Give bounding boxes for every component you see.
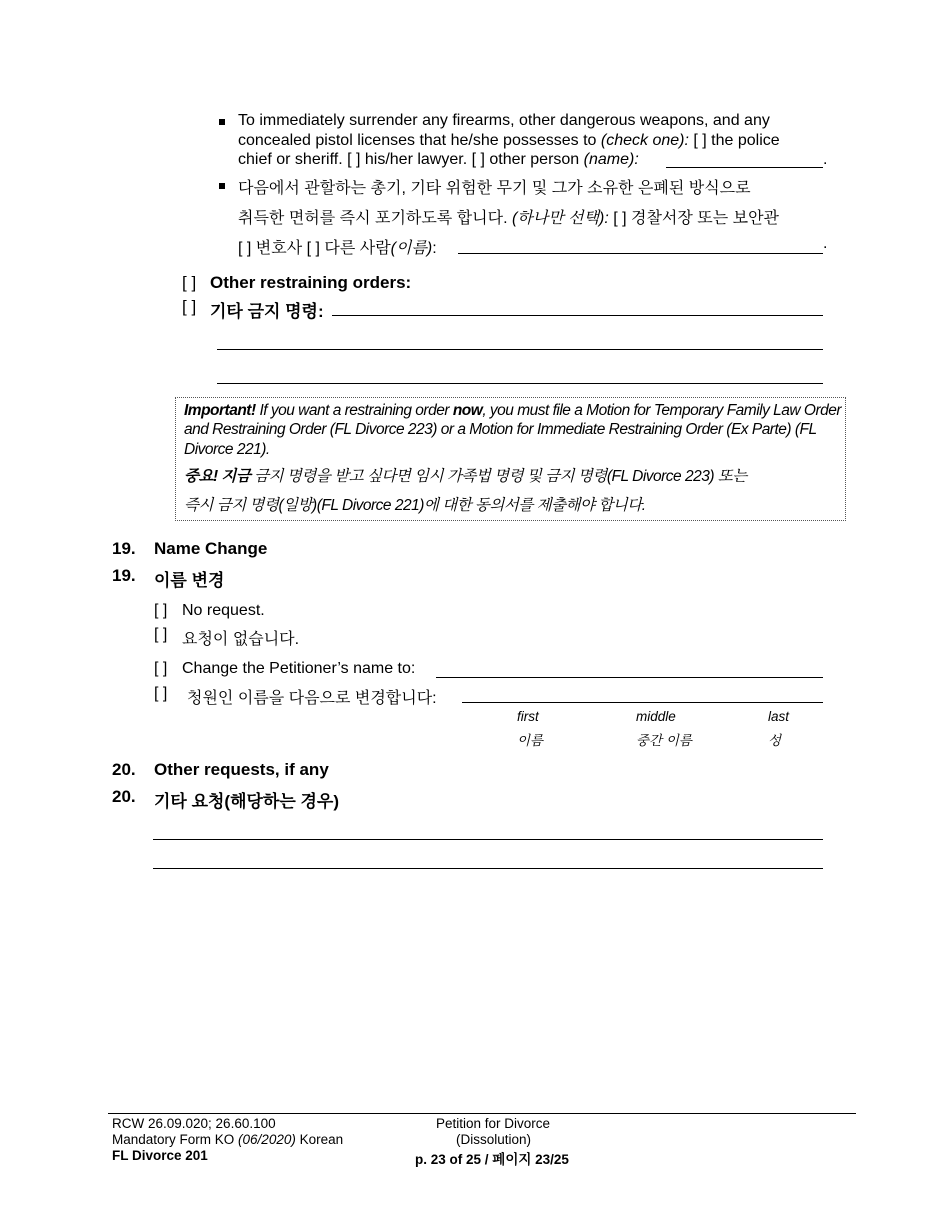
important-ko-line2: 즉시 금지 명령(일방)(FL Divorce 221)에 대한 동의서를 제출해야 합니다.	[184, 497, 646, 514]
firearms-en-line3	[238, 151, 639, 169]
important-ko-text: 금지 명령을 받고 싶다면 임시 가족법 명령 및 금지 명령(FL Divorce 223) 또는	[250, 468, 747, 485]
other-requests-field-1[interactable]	[153, 839, 823, 840]
no-request-checkbox[interactable]: [ ]	[154, 602, 168, 619]
first-name-caption: first	[517, 709, 539, 724]
bullet-marker	[219, 119, 225, 125]
firearms-ko-line3-text[interactable]: [ ] 변호사 [ ] 다른 사람	[238, 240, 391, 257]
footer-form-c: Korean	[295, 1132, 344, 1147]
check-one-label: (check one):	[600, 132, 689, 149]
name-label-ko: (이름)	[390, 240, 433, 257]
firearms-ko-line3	[238, 235, 437, 258]
important-en-line2: and Restraining Order (FL Divorce 223) or a Motion for Immediate Restraining Order (Ex Parte) (FL	[184, 421, 817, 438]
footer-divider	[108, 1113, 856, 1114]
other-person-name-field-ko[interactable]	[458, 253, 823, 254]
no-request-checkbox-ko[interactable]: [ ]	[154, 626, 168, 643]
last-name-caption: last	[768, 709, 790, 724]
important-en-line3: Divorce 221).	[184, 441, 270, 458]
important-ko-line1	[184, 464, 747, 486]
section-19-number-ko: 19.	[112, 566, 136, 585]
important-ko-lead: 중요! 지금	[184, 468, 251, 485]
important-notice-box	[175, 397, 846, 521]
firearms-en-line2	[238, 132, 780, 150]
colon: :	[432, 240, 437, 257]
important-lead: Important!	[184, 402, 256, 419]
last-name-caption-ko: 성	[768, 733, 782, 748]
footer-form-id: FL Divorce 201	[112, 1148, 208, 1163]
firearms-en-line1: To immediately surrender any firearms, other dangerous weapons, and any	[238, 112, 770, 129]
other-restraining-field-1[interactable]	[332, 315, 823, 316]
section-19-title-en: Name Change	[154, 539, 268, 558]
other-restraining-label-ko: 기타 금지 명령:	[210, 302, 324, 321]
firearms-ko-line2	[238, 205, 779, 228]
new-name-field[interactable]	[436, 677, 823, 678]
other-restraining-label-en: Other restraining orders:	[210, 273, 412, 292]
change-name-label-en: Change the Petitioner’s name to:	[182, 660, 416, 677]
section-20-title-ko: 기타 요청(해당하는 경우)	[154, 792, 339, 811]
footer-form-date: (06/2020)	[238, 1132, 296, 1147]
name-label: (name):	[583, 151, 639, 168]
footer-form	[112, 1132, 343, 1148]
new-name-field-ko[interactable]	[462, 702, 823, 703]
middle-name-caption-ko: 중간 이름	[636, 733, 692, 748]
no-request-label-ko: 요청이 없습니다.	[182, 631, 300, 648]
police-chief-checkbox-label[interactable]: [ ] the police	[688, 132, 780, 149]
line-end-period: .	[823, 235, 828, 252]
no-request-label-en: No request.	[182, 602, 265, 619]
important-en-line1	[184, 402, 841, 420]
important-text-b: , you must file a Motion for Temporary Family Law Order	[482, 402, 842, 419]
footer-title1: Petition for Divorce	[436, 1116, 551, 1131]
footer-title2: (Dissolution)	[456, 1132, 532, 1147]
police-chief-checkbox-label-ko[interactable]: [ ] 경찰서장 또는 보안관	[608, 210, 780, 227]
choose-one-label: (하나만 선택):	[511, 210, 609, 227]
footer-rcw: RCW 26.09.020; 26.60.100	[112, 1116, 276, 1131]
bullet-marker	[219, 183, 225, 189]
other-person-name-field[interactable]	[666, 167, 823, 168]
firearms-ko-line1: 다음에서 관할하는 총기, 기타 위험한 무기 및 그가 소유한 은폐된 방식으로	[238, 180, 751, 197]
change-name-checkbox[interactable]: [ ]	[154, 660, 168, 677]
other-restraining-field-3[interactable]	[217, 383, 823, 384]
other-requests-field-2[interactable]	[153, 868, 823, 869]
section-20-number-ko: 20.	[112, 787, 136, 806]
change-name-label-ko: 청원인 이름을 다음으로 변경합니다:	[187, 690, 437, 707]
other-restraining-field-2[interactable]	[217, 349, 823, 350]
change-name-checkbox-ko[interactable]: [ ]	[154, 685, 168, 702]
firearms-en-line2-text: concealed pistol licenses that he/she possesses to	[238, 132, 601, 149]
other-restraining-checkbox[interactable]: [ ]	[182, 273, 197, 292]
important-now: now	[452, 402, 483, 419]
footer-page: p. 23 of 25 / 페이지 23/25	[415, 1152, 569, 1167]
section-19-number: 19.	[112, 539, 136, 558]
line-end-period: .	[823, 151, 828, 168]
section-20-title-en: Other requests, if any	[154, 760, 329, 779]
firearms-ko-line2-text: 취득한 면허를 즉시 포기하도록 합니다.	[238, 210, 512, 227]
first-name-caption-ko: 이름	[517, 733, 544, 748]
other-restraining-checkbox-ko[interactable]: [ ]	[182, 297, 197, 316]
important-text-a: If you want a restraining order	[255, 402, 453, 419]
firearms-en-line3-text[interactable]: chief or sheriff. [ ] his/her lawyer. [ ] other person	[238, 151, 584, 168]
footer-form-a: Mandatory Form KO	[112, 1132, 239, 1147]
section-20-number: 20.	[112, 760, 136, 779]
middle-name-caption: middle	[636, 709, 676, 724]
section-19-title-ko: 이름 변경	[154, 571, 225, 590]
